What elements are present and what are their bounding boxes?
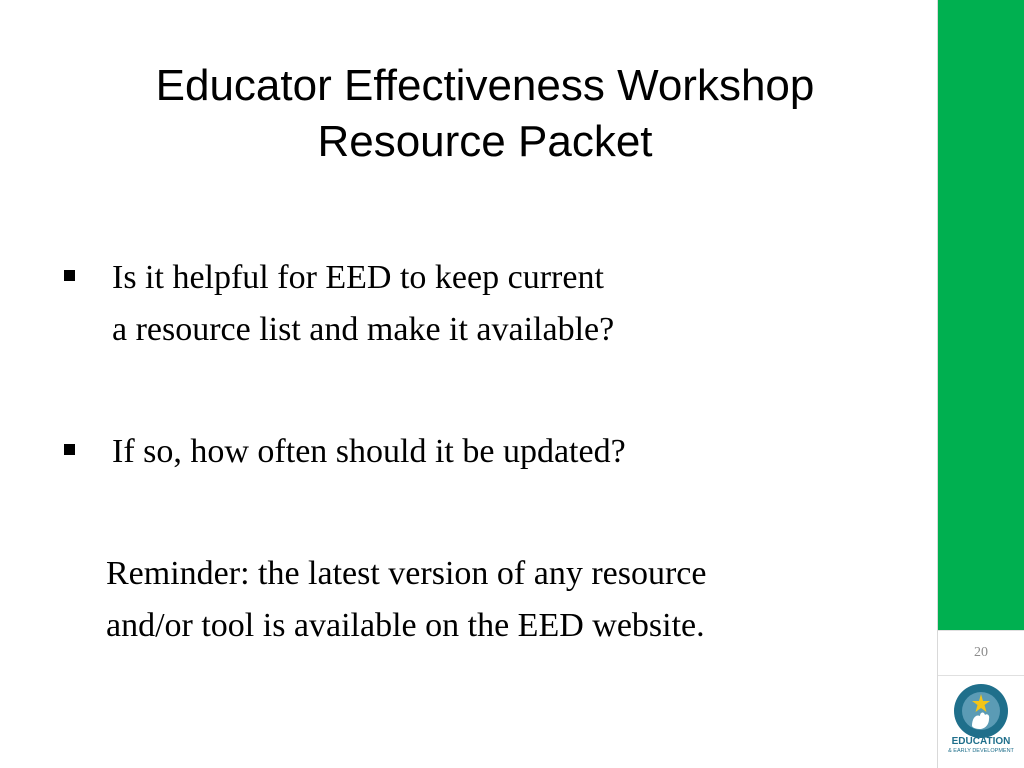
slide-title xyxy=(60,58,910,170)
reminder-text xyxy=(106,548,906,652)
logo-sub-text: & EARLY DEVELOPMENT xyxy=(948,748,1014,754)
bullet-line: a resource list and make it available? xyxy=(112,311,615,348)
square-bullet-icon xyxy=(64,270,75,281)
alaska-eed-logo xyxy=(942,682,1020,754)
reminder-line: Reminder: the latest version of any resource xyxy=(106,555,707,592)
bullet-line: If so, how often should it be updated? xyxy=(112,433,626,470)
bullet-line: Is it helpful for EED to keep current xyxy=(112,259,604,296)
title-line-2: Resource Packet xyxy=(317,117,653,166)
bullet-text xyxy=(112,426,922,478)
reminder-line: and/or tool is available on the EED website. xyxy=(106,607,705,644)
accent-sidebar xyxy=(938,0,1024,630)
logo-main-text: EDUCATION xyxy=(951,736,1011,747)
page-number-box xyxy=(938,630,1024,676)
square-bullet-icon xyxy=(64,444,75,455)
bullet-text xyxy=(112,252,922,356)
title-line-1: Educator Effectiveness Workshop xyxy=(155,61,815,110)
page-number: 20 xyxy=(974,645,988,660)
